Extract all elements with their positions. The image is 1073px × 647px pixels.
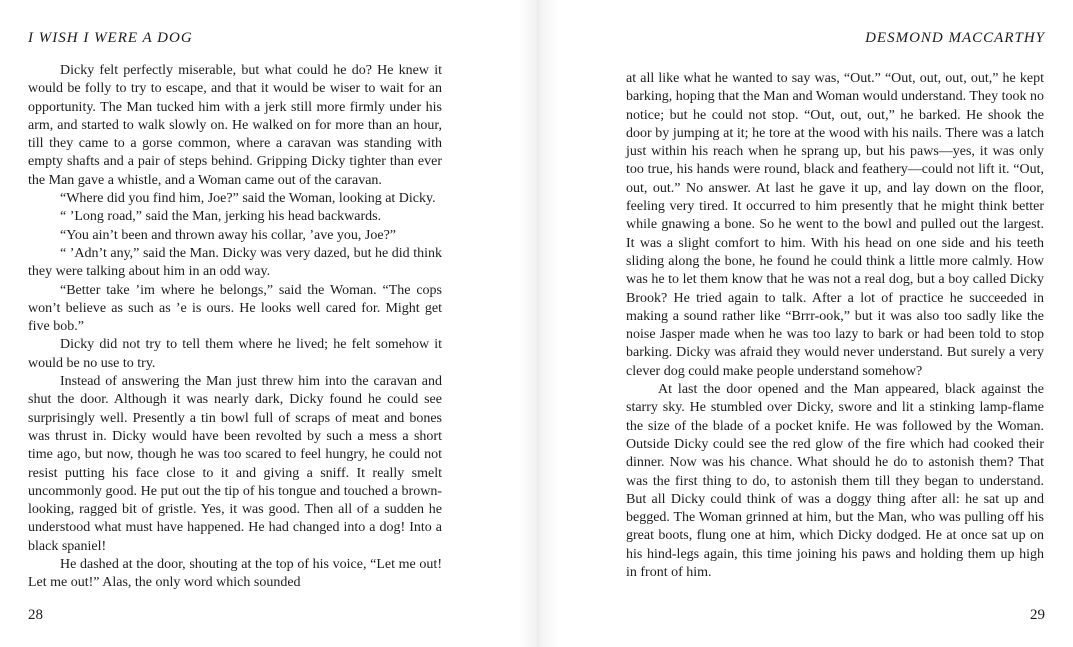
page-number-left: 28 xyxy=(28,607,43,623)
paragraph: “You ain’t been and thrown away his collar, ’ave you, Joe?” xyxy=(60,227,396,243)
page-number-right: 29 xyxy=(1030,607,1045,623)
running-head-left: I WISH I WERE A DOG xyxy=(28,30,193,46)
paragraph: at all like what he wanted to say was, “Out.” “Out, out, out, out,” he kept barking, hoping that the Man and Woman would understand. They took no notice; but he could not stop. “Out, out, out,” he barked. He shook the door by jumping at it; he tore at the wood with his nails. There was a latch just within his reach when he sprang up, but his paws—yes, it was only too true, his hands were round, black and feathery—could not lift it. “Out, out, out.” No answer. At last he gave it up, and lay down on the floor, feeling very tired. It occurred to him presently that he might think better while gnawing a bone. So he went to the bowl and pulled out the largest. It was a slight comfort to him. With his head on one side and his teeth sliding along the bone, he found he could think a little more calmly. How was he to let them know that he was not a real dog, but a boy called Dicky Brook? He tried again to talk. After a lot of practice he succeeded in making a sound rather like “Brrr-ook,” but it was also too sadly like the noise Jasper made when he was too lazy to bark or had been told to stop barking. Dicky was afraid they would never understand. But surely a very clever dog could make people understand somehow? xyxy=(626,71,1044,379)
paragraph: Instead of answering the Man just threw him into the caravan and shut the door. Although it was nearly dark, Dicky found he could see surprisingly well. Presently a tin bowl full of scraps of meat and bones was thrust in. Dicky would have been revolted by such a mess a short time ago, but now, though he was too scared to feel hungry, he could not resist putting his face close to it and giving a sniff. It really smelt uncommonly good. He put out the tip of his tongue and touched a brown-looking, ragged bit of gristle. Yes, it was good. Then all of a sudden he understood what must have happened. He had changed into a dog! Into a black spaniel! xyxy=(28,374,442,554)
paragraph: “ ’Long road,” said the Man, jerking his head backwards. xyxy=(60,209,382,225)
running-head-right: DESMOND MACCARTHY xyxy=(865,30,1045,46)
paragraph: He dashed at the door, shouting at the top of his voice, “Let me out! Let me out!” Alas, the only word which sounded xyxy=(28,557,442,591)
paragraph: Dicky felt perfectly miserable, but what could he do? He knew it would be folly to try to escape, and that it would be wiser to wait for an opportunity. The Man tucked him with a jerk still more firmly under his arm, and started to walk slowly on. He walked on for more than an hour, till they came to a gorse common, where a caravan was standing with empty shafts and a pair of steps behind. Gripping Dicky tighter than ever the Man gave a whistle, and a Woman came out of the caravan. xyxy=(28,63,442,188)
right-page-text xyxy=(626,70,1044,582)
left-page-text xyxy=(28,62,442,593)
right-page xyxy=(540,0,1073,647)
paragraph: At last the door opened and the Man appeared, black against the starry sky. He stumbled over Dicky, swore and lit a stinking lamp-flame the size of the blade of a pocket knife. He was followed by the Woman. Outside Dicky could see the red glow of the fire which had cooked their dinner. Now was his chance. What should he do to astonish them? That was the first thing to do, to astonish them till they began to understand. But all Dicky could think of was a doggy thing after all: he sat up and begged. The Woman grinned at him, but the Man, who was pulling off his great boots, flung one at him, which Dicky dodged. He at once sat up on his hind-legs again, this time joining his paws and holding them up high in front of him. xyxy=(626,382,1044,581)
paragraph: “Where did you find him, Joe?” said the Woman, looking at Dicky. xyxy=(60,191,436,207)
paragraph: “Better take ’im where he belongs,” said the Woman. “The cops won’t believe as such as ’e is ours. He looks well cared for. Might get five bob.” xyxy=(28,282,442,335)
paragraph: “ ’Adn’t any,” said the Man. Dicky was very dazed, but he did think they were talking about him in an odd way. xyxy=(28,245,442,280)
paragraph: Dicky did not try to tell them where he lived; he felt somehow it would be no use to try. xyxy=(28,337,442,371)
